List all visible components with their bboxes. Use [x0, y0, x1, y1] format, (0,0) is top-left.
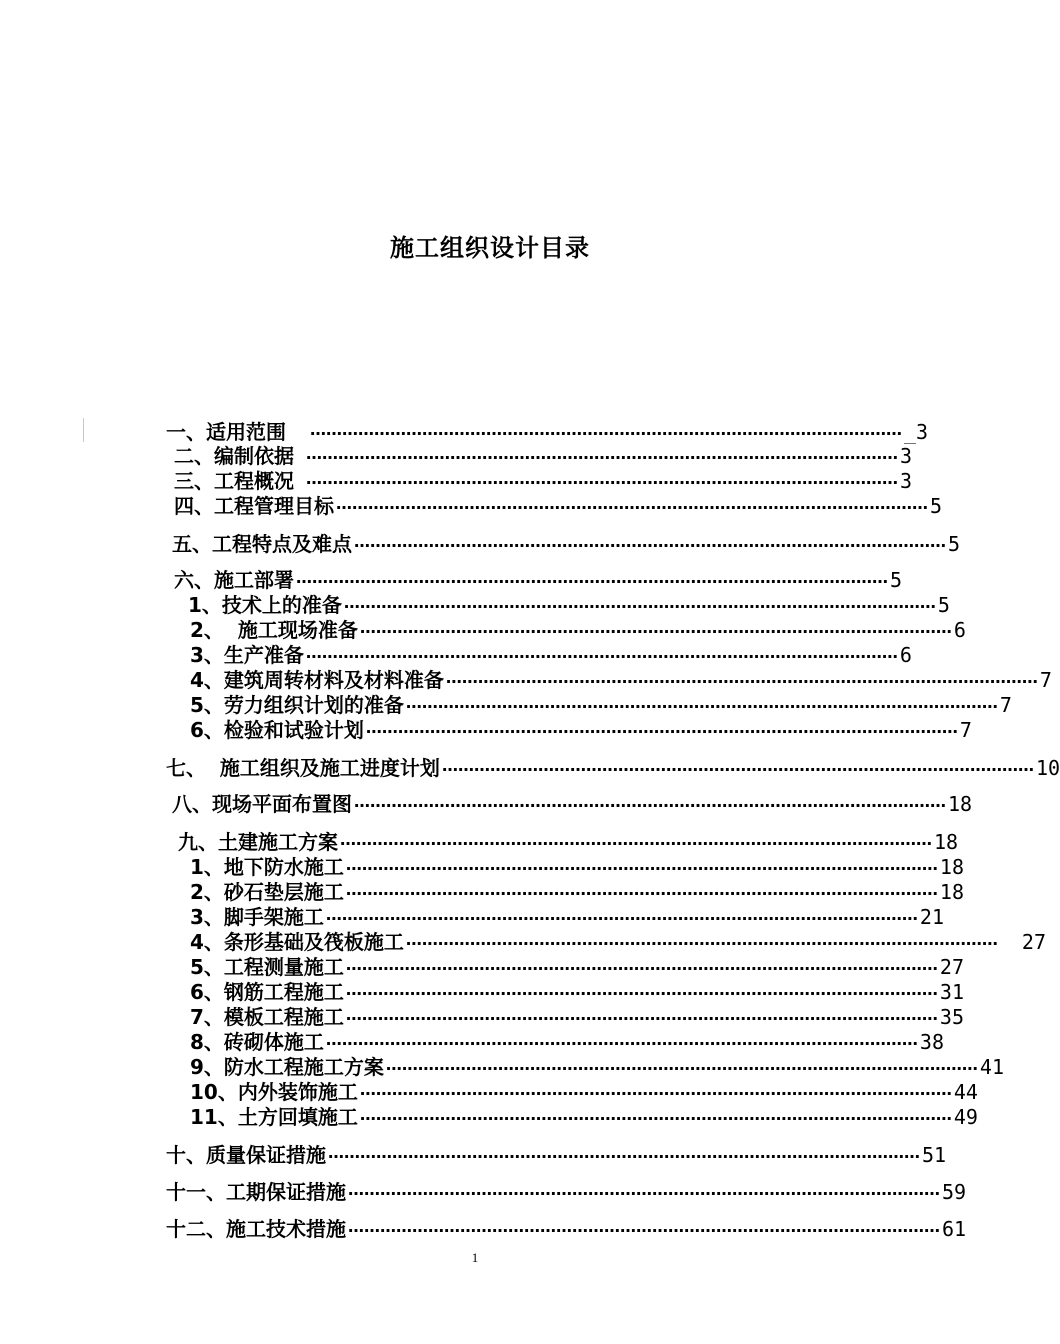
toc-entry-page: 7: [959, 718, 972, 742]
toc-leader: …………………………………………………………………………………………………: [296, 568, 888, 587]
toc-entry-label: 6、检验和试验计划: [190, 718, 364, 742]
toc-leader: …………………………………………………………………………………………………: [345, 955, 938, 974]
toc-entry[interactable]: [178, 828, 959, 854]
toc-entry-page: 3: [900, 444, 913, 468]
toc-leader: …………………………………………………………………………………………………: [354, 792, 946, 811]
toc-leader: …………………………………………………………………………………………………: [365, 718, 958, 737]
toc-entry-label: 七、 施工组织及施工进度计划: [166, 756, 440, 780]
toc-entry[interactable]: [190, 1078, 978, 1104]
toc-leader: …………………………………………………………………………………………………: [441, 756, 1034, 775]
toc-leader: …………………………………………………………………………………………………: [306, 444, 898, 463]
toc-entry-label: 7、模板工程施工: [190, 1005, 344, 1029]
toc-entry[interactable]: [190, 903, 945, 929]
toc-entry-page: 5: [930, 494, 943, 518]
toc-entry-label: 四、工程管理目标: [174, 494, 334, 518]
toc-entry[interactable]: [190, 853, 965, 879]
toc-entry-page: 38: [919, 1030, 945, 1054]
toc-entry[interactable]: [174, 467, 913, 493]
toc-entry-page-number: 3: [916, 420, 929, 444]
toc-leader: …………………………………………………………………………………………………: [354, 532, 946, 551]
toc-entry-page: 31: [939, 980, 965, 1004]
toc-entry-label: 4、条形基础及筏板施工: [190, 930, 404, 954]
toc-entry-label: 8、砖砌体施工: [190, 1030, 324, 1054]
toc-leader: …………………………………………………………………………………………………: [306, 469, 898, 488]
toc-entry-label: 2、砂石垫层施工: [190, 880, 344, 904]
toc-entry-page: 35: [939, 1005, 965, 1029]
toc-entry-label: 10、内外装饰施工: [190, 1080, 358, 1104]
toc-entry-page: 7: [1039, 668, 1052, 692]
toc-entry[interactable]: [166, 1178, 967, 1204]
toc-leader: …………………………………………………………………………………………………: [345, 980, 938, 999]
toc-entry-page: 27: [939, 955, 965, 979]
toc-entry-page: 49: [953, 1105, 978, 1129]
toc-leader: …………………………………………………………………………………………………: [325, 905, 918, 924]
toc-leader: …………………………………………………………………………………………………: [305, 643, 898, 662]
toc-entry-page: [904, 420, 928, 444]
toc-entry-page: 44: [953, 1080, 978, 1104]
toc-entry-label: 十二、施工技术措施: [166, 1217, 346, 1241]
toc-leader: …………………………………………………………………………………………………: [310, 420, 902, 439]
toc-entry-page: 5: [948, 532, 961, 556]
toc-leader: …………………………………………………………………………………………………: [359, 1105, 952, 1124]
toc-leader: …………………………………………………………………………………………………: [445, 668, 1038, 687]
toc-entry-label: 十一、工期保证措施: [166, 1180, 346, 1204]
toc-entry[interactable]: [188, 591, 950, 617]
toc-entry-label: 1、技术上的准备: [188, 593, 342, 617]
toc-entry[interactable]: [190, 641, 912, 667]
toc-leader: …………………………………………………………………………………………………: [343, 593, 936, 612]
toc-entry-page: 21: [919, 905, 945, 929]
toc-entry-label: 3、脚手架施工: [190, 905, 324, 929]
page-number: 1: [471, 1250, 479, 1265]
toc-entry-label: 1、地下防水施工: [190, 855, 344, 879]
toc-entry-label: 六、施工部署: [174, 568, 294, 592]
toc-entry-page: 5: [937, 593, 950, 617]
toc-leader: …………………………………………………………………………………………………: [345, 855, 938, 874]
toc-entry-label: 一、适用范围: [166, 420, 286, 444]
toc-entry-label: 2、 施工现场准备: [190, 618, 358, 642]
toc-entry[interactable]: [166, 418, 929, 444]
toc-entry-label: 11、土方回填施工: [190, 1105, 358, 1129]
toc-entry-page: 3: [900, 469, 913, 493]
toc-entry[interactable]: [190, 716, 972, 742]
link-mark: _: [904, 420, 917, 444]
toc-entry[interactable]: [190, 1003, 965, 1029]
toc-entry[interactable]: [190, 953, 965, 979]
toc-entry-label: 5、工程测量施工: [190, 955, 344, 979]
toc-leader: …………………………………………………………………………………………………: [328, 1143, 920, 1162]
toc-entry-page: 51: [922, 1143, 947, 1167]
toc-entry[interactable]: [190, 928, 1047, 954]
toc-entry[interactable]: [172, 530, 961, 556]
toc-entry[interactable]: [190, 1028, 945, 1054]
toc-entry[interactable]: [190, 978, 965, 1004]
toc-entry-page: 18: [939, 880, 965, 904]
toc-entry[interactable]: [166, 1141, 947, 1167]
toc-entry-page: 6: [899, 643, 912, 667]
toc-entry-label: 9、防水工程施工方案: [190, 1055, 384, 1079]
toc-leader: …………………………………………………………………………………………………: [325, 1030, 918, 1049]
toc-leader: …………………………………………………………………………………………………: [336, 494, 928, 513]
toc-entry-page: 6: [953, 618, 966, 642]
toc-entry-label: 3、生产准备: [190, 643, 304, 667]
toc-entry[interactable]: [166, 754, 1060, 780]
toc-entry-label: 二、编制依据: [174, 444, 294, 468]
toc-leader: …………………………………………………………………………………………………: [359, 1080, 952, 1099]
toc-entry[interactable]: [174, 492, 943, 518]
toc-entry-label: 五、工程特点及难点: [172, 532, 352, 556]
toc-leader: …………………………………………………………………………………………………: [405, 693, 998, 712]
toc-entry-label: 九、土建施工方案: [178, 830, 338, 854]
toc-entry[interactable]: [190, 878, 965, 904]
toc-entry-page: 61: [942, 1217, 967, 1241]
page-title: 施工组织设计目录: [390, 234, 590, 262]
toc-leader: …………………………………………………………………………………………………: [348, 1217, 940, 1236]
toc-leader: …………………………………………………………………………………………………: [385, 1055, 978, 1074]
toc-entry-label: 十、质量保证措施: [166, 1143, 326, 1167]
toc-entry-page: 18: [948, 792, 973, 816]
toc-entry-page: 10: [1035, 756, 1060, 780]
toc-entry-page: 27: [1021, 930, 1047, 954]
toc-entry-page: 7: [999, 693, 1012, 717]
toc-leader: …………………………………………………………………………………………………: [340, 830, 932, 849]
toc-entry[interactable]: [190, 616, 966, 642]
toc-entry-page: 18: [939, 855, 965, 879]
toc-entry-page: 41: [979, 1055, 1005, 1079]
toc-entry-page: 5: [890, 568, 903, 592]
toc-leader: …………………………………………………………………………………………………: [348, 1180, 940, 1199]
toc-leader: …………………………………………………………………………………………………: [359, 618, 952, 637]
toc-entry[interactable]: [172, 790, 973, 816]
toc-entry[interactable]: [174, 442, 913, 468]
toc-leader: …………………………………………………………………………………………………: [345, 880, 938, 899]
toc-entry[interactable]: [190, 666, 1052, 692]
toc-leader: …………………………………………………………………………………………………: [405, 930, 998, 949]
toc-entry[interactable]: [190, 691, 1012, 717]
toc-entry-label: 4、建筑周转材料及材料准备: [190, 668, 444, 692]
toc-entry[interactable]: [166, 1215, 967, 1241]
toc-entry-label: 6、钢筋工程施工: [190, 980, 344, 1004]
toc-entry-label: 三、工程概况: [174, 469, 294, 493]
toc-entry-page: 59: [942, 1180, 967, 1204]
toc-entry[interactable]: [174, 566, 903, 592]
toc-entry[interactable]: [190, 1053, 1005, 1079]
toc-entry-label: 5、劳力组织计划的准备: [190, 693, 404, 717]
toc-entry[interactable]: [190, 1103, 978, 1129]
toc-entry-label: 八、现场平面布置图: [172, 792, 352, 816]
toc-entry-page: 18: [934, 830, 959, 854]
toc-leader: …………………………………………………………………………………………………: [345, 1005, 938, 1024]
